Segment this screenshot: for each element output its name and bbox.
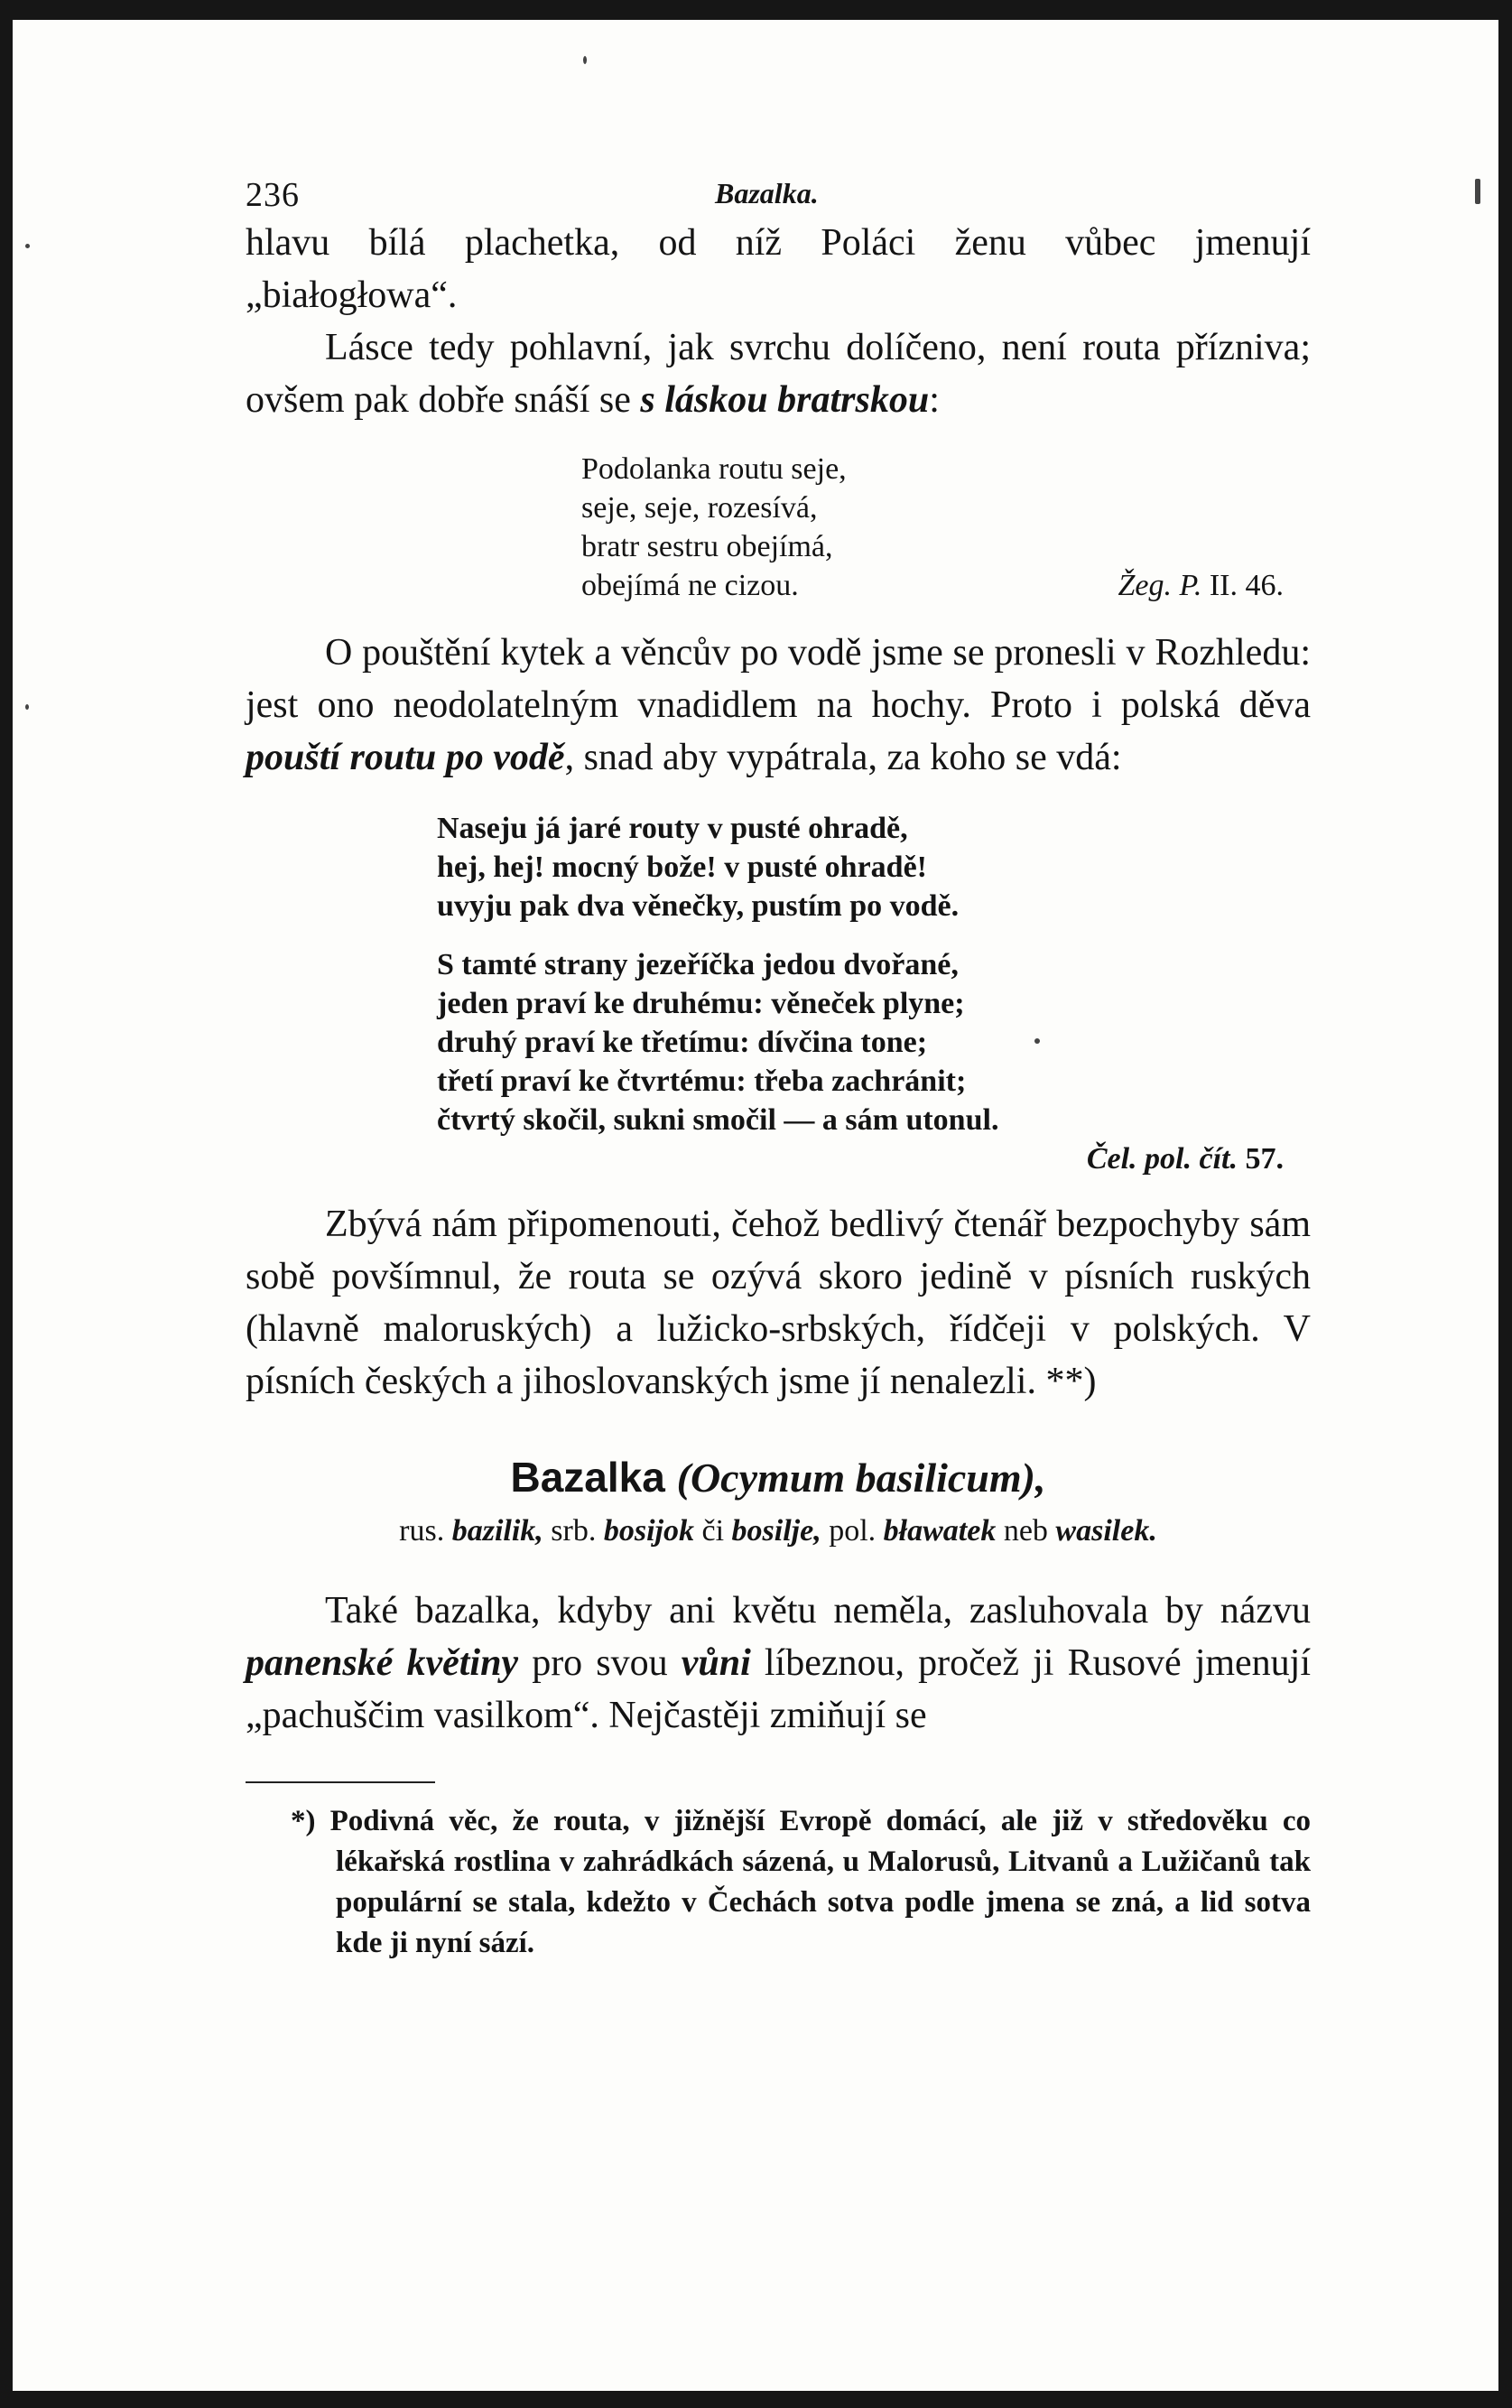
synonym-word: bosijok <box>603 1514 694 1548</box>
verse-line: třetí praví ke čtvrtému: třeba zachránit; <box>437 1065 967 1098</box>
verse-line: Naseju já jaré routy v pusté ohradě, <box>437 812 908 845</box>
dust-speck <box>1475 179 1480 204</box>
verse-citation <box>437 1139 1311 1178</box>
citation-number: 57. <box>1245 1142 1284 1176</box>
text-run: pro svou <box>532 1642 668 1684</box>
running-title: Bazalka. <box>715 177 819 209</box>
synonym-word: wasilek. <box>1055 1514 1157 1548</box>
verse-citation <box>1118 566 1284 605</box>
scan-border-top <box>0 0 1512 20</box>
scan-border-left <box>0 0 13 2408</box>
verse-line: jeden praví ke druhému: věneček plyne; <box>437 987 965 1020</box>
verse-line: druhý praví ke třetímu: dívčina tone; <box>437 1026 928 1059</box>
text-run: Lásce tedy pohlavní, jak svrchu dolíčeno, není routa přízniva; ovšem pak dobře snáší se <box>246 327 1311 421</box>
verse-line: Podolanka routu seje, <box>581 452 847 486</box>
synonym-word: bazilik, <box>451 1514 543 1548</box>
verse-line: S tamté strany jezeříčka jedou dvořané, <box>437 948 959 981</box>
verse-line: bratr sestru obejímá, <box>581 530 833 563</box>
dust-speck <box>583 56 587 64</box>
paragraph-bazalka <box>246 1585 1311 1742</box>
citation-number: II. 46. <box>1209 569 1284 602</box>
emphasis-text: pouští routu po vodě <box>246 737 565 778</box>
dust-speck <box>25 704 29 710</box>
verse-line: seje, seje, rozesívá, <box>581 491 818 525</box>
section-synonyms <box>246 1514 1311 1548</box>
footnote: *) Podivná věc, že routa, v jižnější Evropě domácí, ale již v středověku co lékařská rostlina v zahrádkách sázená, u Malorusů, Litvanů a Lužičanů tak populární se stala, kdežto v Čechách sotva podle jmena se zná, a lid sotva kde ji nyní sází. <box>291 1805 1311 1959</box>
scan-border-bottom <box>0 2391 1512 2408</box>
synonym-lang: srb. <box>551 1514 597 1548</box>
page-number: 236 <box>246 176 300 214</box>
verse-line: obejímá ne cizou. <box>581 569 799 602</box>
text-line: „białogłowa“. <box>246 274 458 316</box>
emphasis-text: panenské květiny <box>246 1642 519 1684</box>
stanza-gap <box>437 925 1311 945</box>
synonym-lang: rus. <box>399 1514 445 1548</box>
verse-line: hej, hej! mocný bože! v pusté ohradě! <box>437 851 927 884</box>
paragraph-zbyva: Zbývá nám připomenouti, čehož bedlivý čtenář bezpochyby sám sobě povšímnul, že routa se ozývá skoro jedině v písních ruských (hlavně maloruských) a lužicko-srbských, řídčeji v polských. V písních českých a jihoslovanských jsme jí nenalezli. **) <box>246 1204 1311 1402</box>
footnote-divider <box>246 1781 435 1783</box>
emphasis-text: vůni <box>681 1642 751 1684</box>
paragraph-laska <box>246 321 1311 426</box>
emphasis-text: s láskou bratrskou <box>640 379 930 421</box>
verse-line: čtvrtý skočil, sukni smočil — a sám utonul. <box>437 1103 999 1137</box>
text-run: , snad aby vypátrala, za koho se vdá: <box>564 737 1122 778</box>
text-run: O pouštění kytek a věncův po vodě jsme se pronesli v Rozhledu: jest ono neodolatelným vnadidlem na hochy. Proto i polská děva <box>246 632 1311 726</box>
section-latin-name: (Ocymum basilicum), <box>676 1455 1046 1501</box>
synonym-conj: neb <box>1003 1514 1048 1548</box>
page-content <box>246 135 1311 1964</box>
section-heading <box>246 1453 1311 1502</box>
dust-speck <box>25 244 30 248</box>
synonym-word: bosilje, <box>731 1514 821 1548</box>
verse-line: uvyju pak dva věnečky, pustím po vodě. <box>437 889 960 923</box>
text-run: : <box>929 379 940 421</box>
scan-border-right <box>1498 0 1512 2408</box>
citation-source: Žeg. P. <box>1118 569 1202 602</box>
text-run: Také bazalka, kdyby ani květu neměla, zasluhovala by názvu <box>325 1590 1311 1632</box>
verse-podolanka <box>581 450 1311 605</box>
synonym-word: bławatek <box>883 1514 997 1548</box>
text-line: hlavu bílá plachetka, od níž Poláci ženu vůbec jmenují <box>246 222 1311 264</box>
running-head <box>246 135 1311 214</box>
paragraph-continuation <box>246 217 1311 321</box>
text-run: líbeznou, pročež ji Rusové jmenují „pachuščim vasilkom“. Nejčastěji zmiňují se <box>246 1642 1312 1736</box>
citation-source: Čel. pol. čít. <box>1086 1142 1238 1176</box>
synonym-lang: pol. <box>829 1514 877 1548</box>
paragraph-poušteni <box>246 627 1311 784</box>
section-title: Bazalka <box>510 1454 665 1501</box>
synonym-conj: či <box>701 1514 725 1548</box>
verse-naseju <box>437 809 1311 1178</box>
